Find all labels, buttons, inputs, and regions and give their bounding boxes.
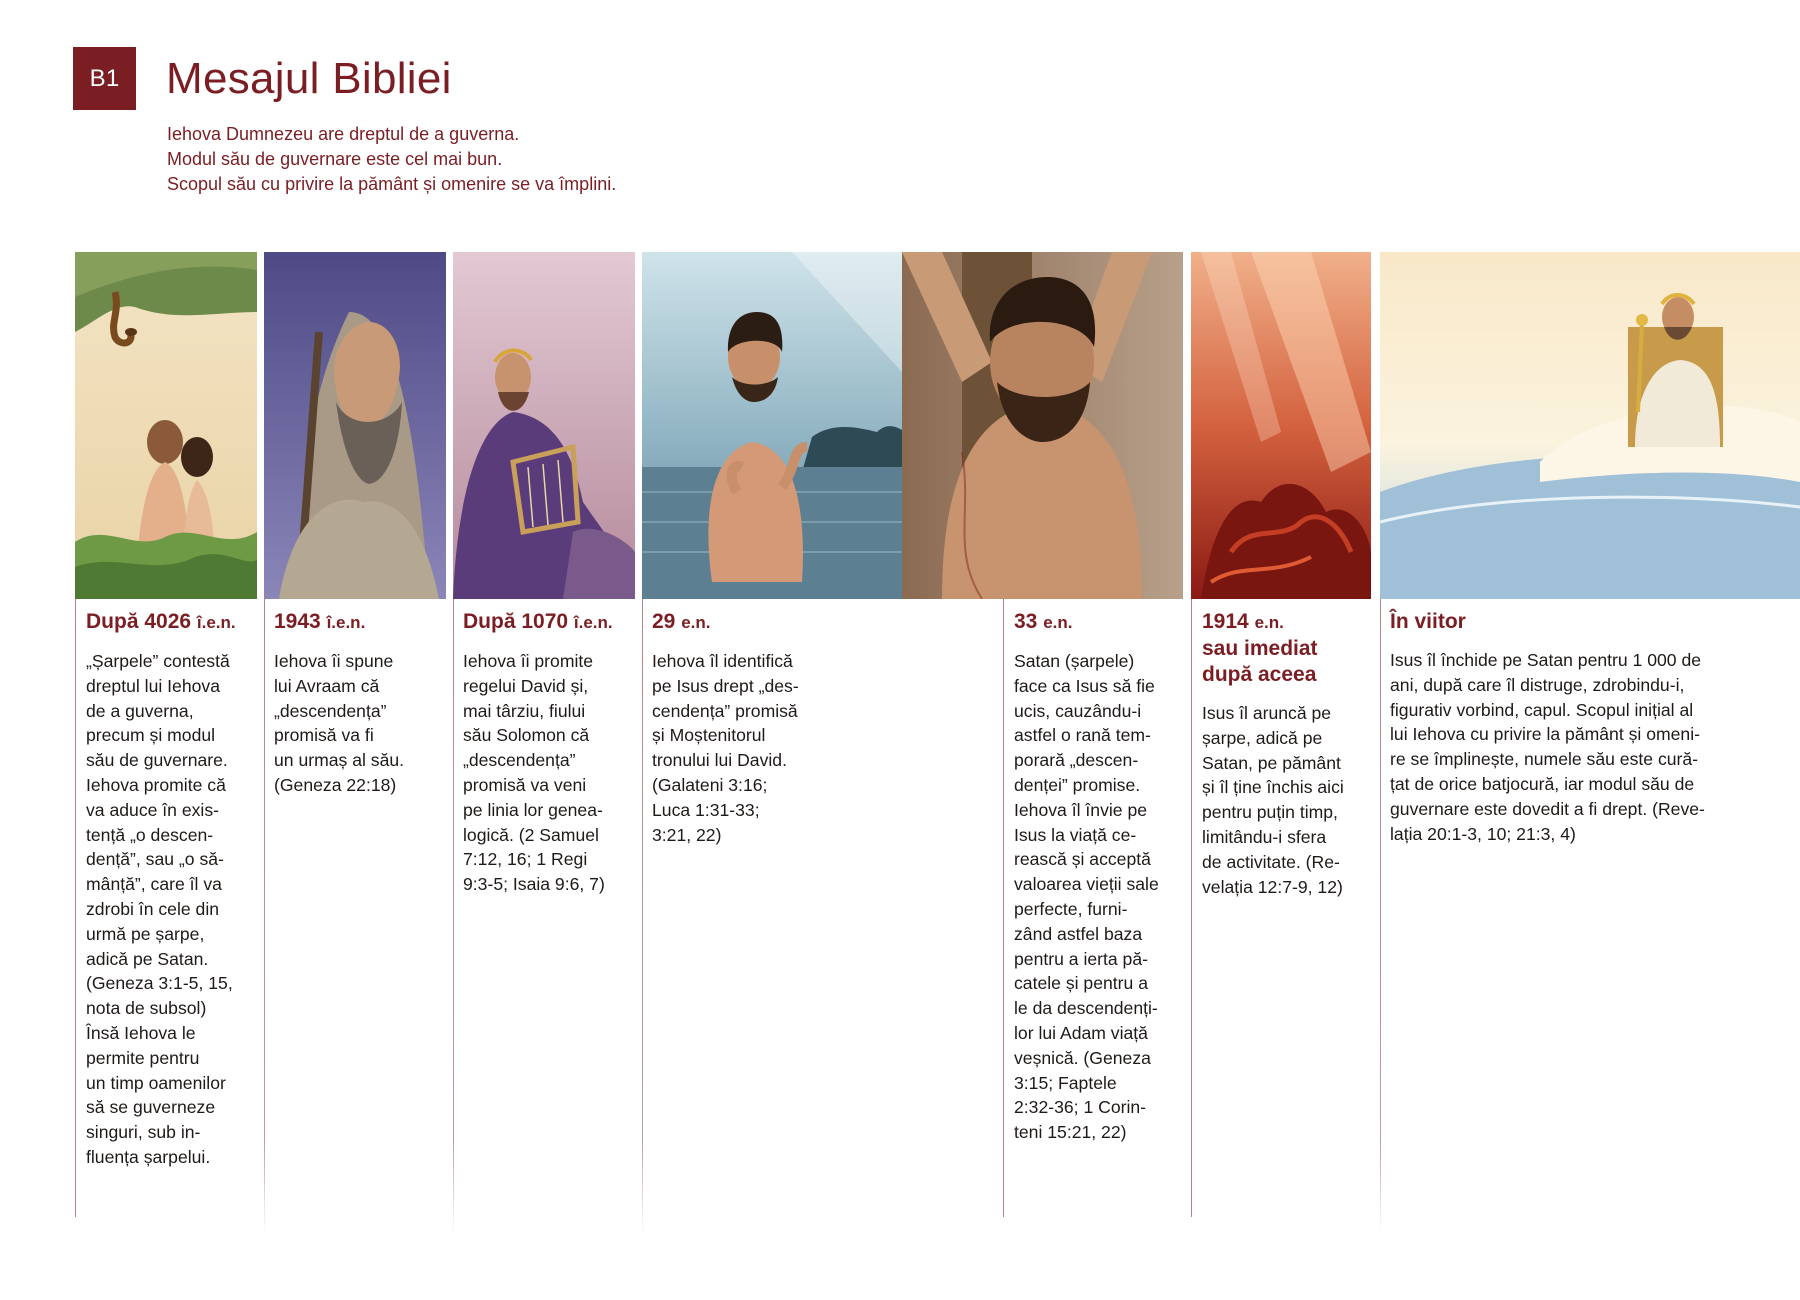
text-line: Isus la viață ce- (1014, 824, 1137, 845)
abraham-illustration (264, 252, 446, 599)
panel-text (264, 636, 446, 798)
kingdom-paradise-illustration (1380, 252, 1800, 599)
text-line: singuri, sub in- (86, 1122, 201, 1143)
subtitle-line: Scopul său cu privire la pământ și omenire se va împlini. (167, 174, 617, 194)
text-line: dreptul lui Iehova (86, 675, 220, 696)
date-era: î.e.n. (196, 613, 236, 632)
subtitle-line: Iehova Dumnezeu are dreptul de a guverna. (167, 124, 520, 144)
page-subtitle (167, 122, 616, 197)
text-line: lui Iehova cu privire la pământ și omeni- (1390, 724, 1700, 745)
section-badge: B1 (73, 47, 136, 110)
text-line: perfecte, furni- (1014, 898, 1128, 919)
date-value: 1943 (274, 610, 321, 633)
text-line: va aduce în exis- (86, 799, 220, 820)
text-line: guvernare este dovedit a fi drept. (Reve- (1390, 798, 1705, 819)
panel-text (76, 636, 258, 1170)
panel-date (76, 599, 258, 636)
subtitle-line: Modul său de guvernare este cel mai bun. (167, 149, 503, 169)
panel-1 (75, 599, 258, 1217)
panel-date (453, 599, 635, 636)
text-line: Iehova îl identifică (652, 651, 793, 671)
text-line: „descendența” (463, 750, 576, 771)
page-title: Mesajul Bibliei (166, 54, 452, 103)
panel-date (1004, 599, 1184, 636)
text-line: Iehova îl învie pe (1014, 799, 1148, 820)
text-line: Isus îl aruncă pe (1202, 703, 1332, 723)
text-line: Iehova promite că (86, 774, 226, 795)
panel-4 (642, 599, 892, 1217)
text-line: figurativ vorbind, capul. Scopul inițial al (1390, 699, 1694, 720)
panel-text (1380, 635, 1800, 846)
text-line: dență”, sau „o să- (86, 849, 224, 870)
text-line: valoarea vieții sale (1014, 874, 1159, 895)
text-line: să se guverneze (86, 1097, 216, 1118)
text-line: teni 15:21, 22) (1014, 1122, 1127, 1143)
text-line: zdrobi în cele din (86, 898, 220, 919)
text-line: un urmaș al său. (274, 750, 405, 771)
text-line: nota de subsol) (86, 998, 207, 1019)
text-line: țat de orice batjocură, iar modul său de (1390, 773, 1695, 794)
text-line: denței” promise. (1014, 774, 1141, 795)
date-era: e.n. (681, 613, 711, 632)
text-line: și îl ține închis aici (1202, 777, 1344, 798)
panel-6 (1191, 599, 1372, 1217)
panel-text (642, 636, 892, 847)
text-line: tronului lui David. (652, 750, 787, 771)
date-era: î.e.n. (573, 613, 613, 632)
text-line: 2:32-36; 1 Corin- (1014, 1097, 1147, 1118)
text-line: mânță”, care îl va (86, 874, 222, 895)
jesus-stake-illustration (902, 252, 1183, 599)
text-line: precum și modul (86, 725, 216, 746)
date-era: e.n. (1043, 613, 1073, 632)
text-line: 7:12, 16; 1 Regi (463, 849, 588, 870)
text-line: cendența” promisă (652, 700, 798, 721)
text-line: Însă Iehova le (86, 1022, 196, 1043)
text-line: (Galateni 3:16; (652, 774, 768, 795)
text-line: „descendența” (274, 700, 387, 721)
text-line: pe Isus drept „des- (652, 675, 799, 696)
text-line: lor lui Adam viață (1014, 1022, 1148, 1043)
text-line: permite pentru (86, 1047, 200, 1068)
text-line: zând astfel baza (1014, 923, 1143, 944)
column-divider (264, 599, 265, 1234)
text-line: pentru a ierta pă- (1014, 948, 1148, 969)
text-line: șarpe, adică pe (1202, 727, 1323, 748)
text-line: Isus îl închide pe Satan pentru 1 000 de (1390, 650, 1702, 670)
column-divider (1380, 599, 1381, 1234)
panel-text (1004, 636, 1184, 1145)
text-line: astfel o rană tem- (1014, 725, 1151, 746)
panel-3 (453, 599, 635, 1217)
date-value: În viitor (1390, 610, 1466, 633)
text-line: veșnică. (Geneza (1014, 1047, 1151, 1068)
panel-date (264, 599, 446, 636)
date-value: 29 (652, 610, 676, 633)
text-line: face ca Isus să fie (1014, 675, 1155, 696)
text-line: lația 20:1-3, 10; 21:3, 4) (1390, 823, 1576, 844)
text-line: pe linia lor genea- (463, 799, 603, 820)
jesus-baptism-illustration (642, 252, 902, 599)
panel-date (1192, 599, 1372, 688)
text-line: catele și pentru a (1014, 973, 1148, 994)
column-divider (642, 599, 643, 1234)
panel-text (1192, 688, 1372, 899)
text-line: Iehova îi spune (274, 651, 394, 671)
text-line: tență „o descen- (86, 824, 214, 845)
text-line: (Geneza 22:18) (274, 774, 397, 795)
text-line: 3:15; Faptele (1014, 1072, 1117, 1093)
text-line: promisă va veni (463, 774, 587, 795)
date-value: După 1070 (463, 610, 569, 633)
text-line: un timp oamenilor (86, 1072, 226, 1093)
text-line: de a guverna, (86, 700, 194, 721)
text-line: adică pe Satan. (86, 948, 209, 969)
king-david-harp-illustration (453, 252, 635, 599)
date-era: î.e.n. (326, 613, 366, 632)
text-line: porară „descen- (1014, 750, 1139, 771)
text-line: urmă pe șarpe, (86, 923, 205, 944)
timeline (0, 252, 1800, 1222)
text-line: său de guvernare. (86, 750, 228, 771)
text-line: Satan (șarpele) (1014, 651, 1135, 671)
text-line: velația 12:7-9, 12) (1202, 876, 1343, 897)
panel-7 (1380, 599, 1800, 1217)
text-line: limitându-i sfera (1202, 826, 1327, 847)
text-line: ucis, cauzându-i (1014, 700, 1142, 721)
panel-date (1380, 599, 1800, 635)
text-line: de activitate. (Re- (1202, 851, 1340, 872)
text-line: lui Avraam că (274, 675, 380, 696)
text-line: Satan, pe pământ (1202, 752, 1341, 773)
text-line: pentru puțin timp, (1202, 802, 1338, 823)
text-line: (Geneza 3:1-5, 15, (86, 973, 233, 994)
panel-5 (1003, 599, 1184, 1217)
text-line: Iehova îi promite (463, 651, 594, 671)
date-extra: sau imediat după aceea (1202, 637, 1318, 686)
text-line: rească și acceptă (1014, 849, 1151, 870)
text-line: 3:21, 22) (652, 824, 722, 845)
text-line: și Moștenitorul (652, 725, 766, 746)
date-value: După 4026 (86, 610, 192, 633)
panel-text (453, 636, 635, 897)
date-value: 1914 (1202, 610, 1249, 633)
text-line: Luca 1:31-33; (652, 799, 760, 820)
text-line: mai târziu, fiului (463, 700, 586, 721)
text-line: logică. (2 Samuel (463, 824, 599, 845)
serpent-eden-illustration (75, 252, 257, 599)
date-value: 33 (1014, 610, 1038, 633)
text-line: regelui David și, (463, 675, 589, 696)
text-line: său Solomon că (463, 725, 590, 746)
text-line: re se împlinește, numele său este cură- (1390, 749, 1699, 770)
panel-2 (264, 599, 446, 1217)
panel-date (642, 599, 892, 636)
column-divider (453, 599, 454, 1234)
text-line: fluența șarpelui. (86, 1146, 211, 1167)
date-era: e.n. (1254, 613, 1284, 632)
text-line: 9:3-5; Isaia 9:6, 7) (463, 874, 605, 895)
text-line: promisă va fi (274, 725, 374, 746)
satan-cast-down-illustration (1191, 252, 1371, 599)
text-line: le da descendenți- (1014, 998, 1158, 1019)
text-line: „Șarpele” contestă (86, 651, 230, 671)
text-line: ani, după care îl distruge, zdrobindu-i, (1390, 674, 1685, 695)
